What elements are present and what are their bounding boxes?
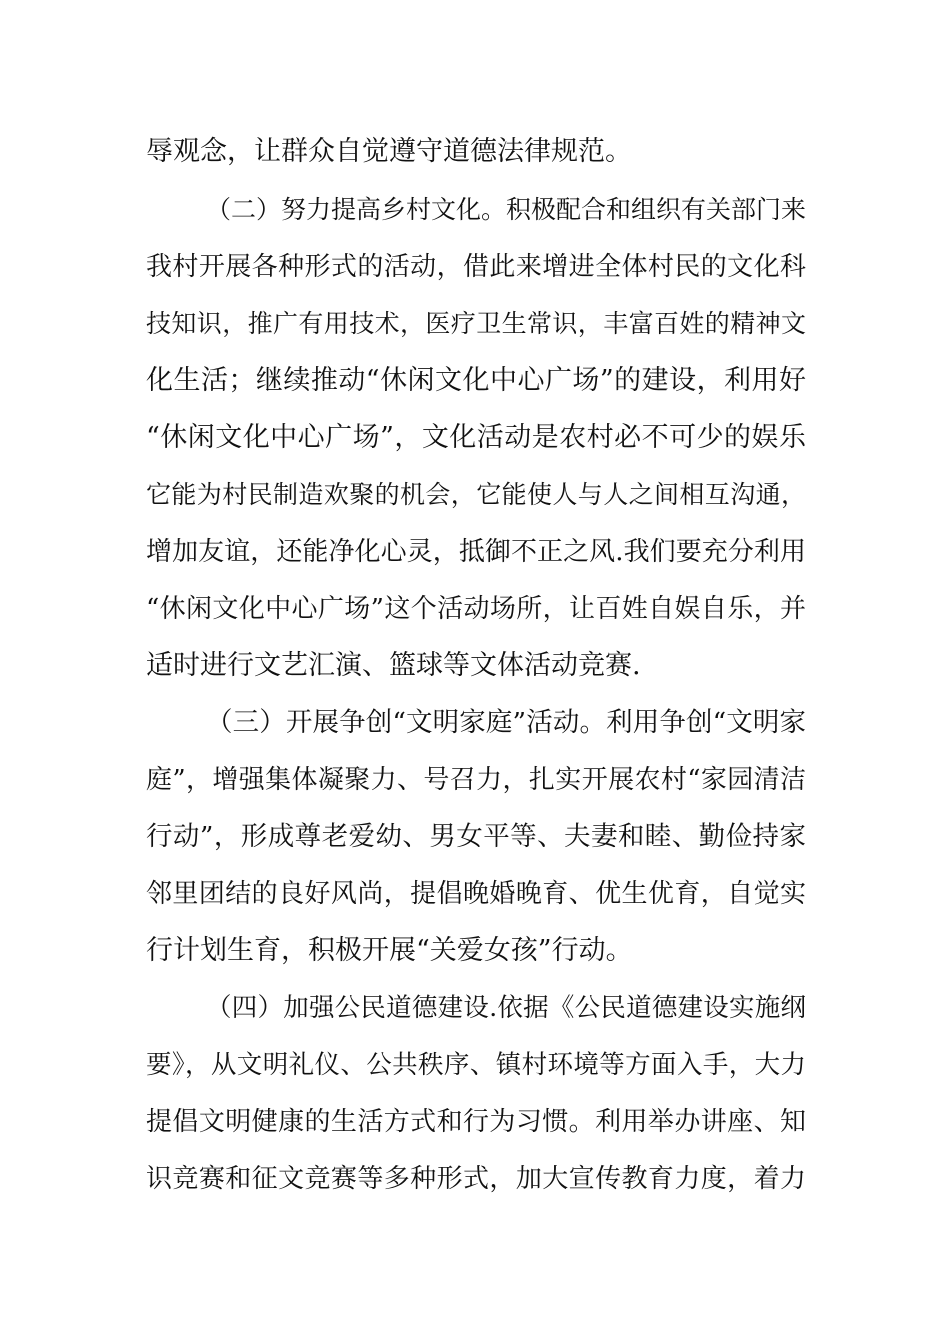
- text-line-10: 适时进行文艺汇演、篮球等文体活动竞赛.: [146, 650, 641, 681]
- text-line-14: 邻里团结的良好风尚，提倡晚婚晚育、优生优育，自觉实: [146, 879, 806, 909]
- text-line-3: 我村开展各种形式的活动，借此来增进全体村民的文化科: [146, 252, 806, 282]
- text-line-16: （四）加强公民道德建设.依据《公民道德建设实施纲: [206, 993, 806, 1023]
- text-line-1: 辱观念，让群众自觉遵守道德法律规范。: [146, 136, 632, 167]
- text-line-15: 行计划生育，积极开展“关爱女孩”行动。: [146, 935, 633, 966]
- text-line-4: 技知识，推广有用技术，医疗卫生常识，丰富百姓的精神文: [146, 309, 806, 338]
- text-line-12: 庭”，增强集体凝聚力、号召力，扎实开展农村“家园清洁: [146, 765, 806, 795]
- text-line-6: “休闲文化中心广场”，文化活动是农村必不可少的娱乐: [146, 422, 806, 453]
- text-line-9: “休闲文化中心广场”这个活动场所，让百姓自娱自乐，并: [146, 594, 806, 624]
- text-line-13: 行动”，形成尊老爱幼、男女平等、夫妻和睦、勤俭持家: [146, 821, 806, 852]
- text-line-5: 化生活；继续推动“休闲文化中心广场”的建设，利用好: [146, 365, 806, 396]
- text-line-19: 识竞赛和征文竞赛等多种形式，加大宣传教育力度，着力: [146, 1164, 806, 1194]
- text-line-18: 提倡文明健康的生活方式和行为习惯。利用举办讲座、知: [146, 1107, 806, 1137]
- text-line-11: （三）开展争创“文明家庭”活动。利用争创“文明家: [206, 707, 806, 738]
- text-line-2: （二）努力提高乡村文化。积极配合和组织有关部门来: [206, 195, 807, 224]
- text-line-7: 它能为村民制造欢聚的机会，它能使人与人之间相互沟通，: [146, 480, 806, 509]
- text-line-8: 增加友谊，还能净化心灵，抵御不正之风.我们要充分利用: [146, 537, 806, 567]
- text-line-17: 要》，从文明礼仪、公共秩序、镇村环境等方面入手，大力: [146, 1050, 806, 1080]
